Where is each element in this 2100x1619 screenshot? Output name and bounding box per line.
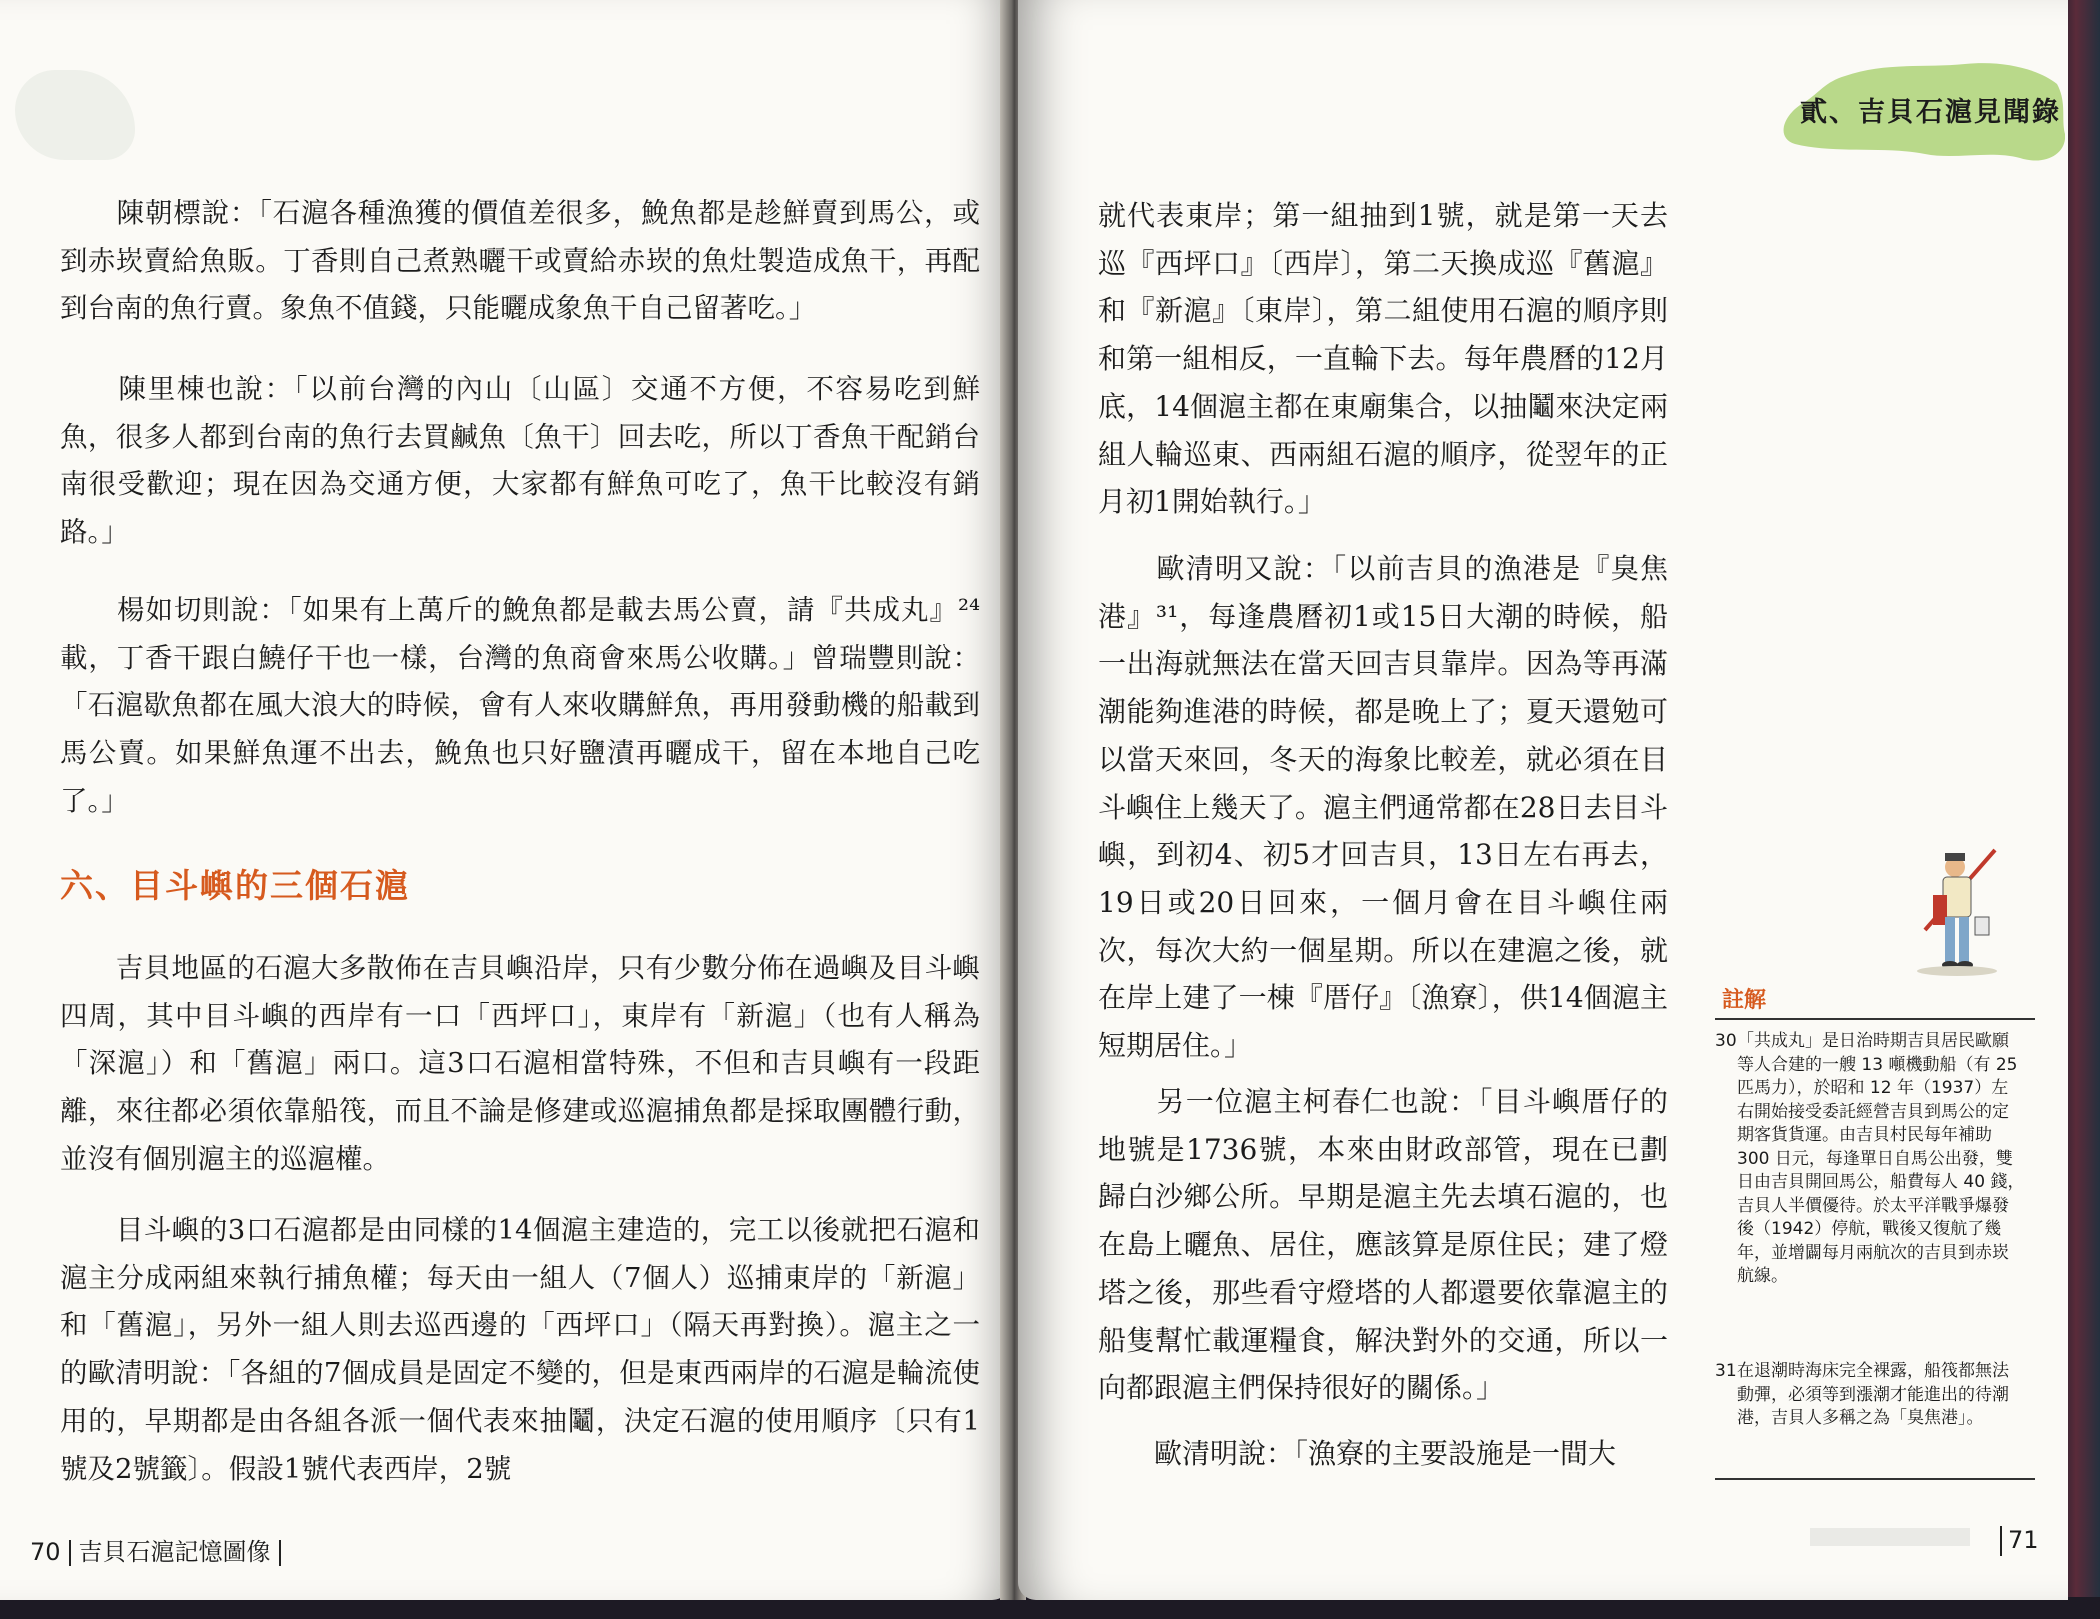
bleed-through-mark <box>15 70 135 160</box>
footer-divider <box>69 1540 71 1566</box>
notes-divider-bottom <box>1715 1478 2035 1480</box>
section-heading: 六、目斗嶼的三個石滬 <box>60 866 410 905</box>
right-paragraph-1: 就代表東岸；第一組抽到1號，就是第一天去巡『西坪口』〔西岸〕，第二天換成巡『舊滬』和『新滬』〔東岸〕，第二組使用石滬的順序則和第一組相反，一直輪下去。每年農曆的12月底，14個滬主都在東廟集合，以抽鬮來決定兩組人輪巡東、西兩組石滬的順序，從翌年的正月初1開始執行。」 <box>1098 199 1668 519</box>
footnote-number: 31 <box>1715 1361 1737 1381</box>
left-paragraph-5: 目斗嶼的3口石滬都是由同樣的14個滬主建造的，完工以後就把石滬和滬主分成兩組來執行捕魚權；每天由一組人（7個人）巡捕東岸的「新滬」和「舊滬」，另外一組人則去巡西邊的「西坪口」（隔天再對換）。滬主之一的歐清明說：「各組的7個成員是固定不變的，但是東西兩岸的石滬是輪流使用的，早期都是由各組各派一個代表來抽鬮，決定石滬的使用順序〔只有1號及2號籤〕。假設1號代表西岸，2號 <box>60 1214 980 1485</box>
footnote-30 <box>1715 1030 2025 1289</box>
footnote-31 <box>1715 1360 2025 1431</box>
book-bottom-edge <box>0 1597 2100 1619</box>
notes-divider-top <box>1715 1018 2035 1020</box>
footer-divider <box>2000 1526 2002 1556</box>
right-paragraph-3: 另一位滬主柯春仁也說：「目斗嶼厝仔的地號是1736號，本來由財政部管，現在已劃歸白沙鄉公所。早期是滬主先去填石滬的，也在島上曬魚、居住，應該算是原住民；建了燈塔之後，那些看守燈塔的人都還要依靠滬主的船隻幫忙載運糧食，解決對外的交通，所以一向都跟滬主們保持很好的關係。」 <box>1098 1085 1668 1405</box>
footer-divider <box>279 1540 281 1566</box>
left-footer <box>30 1532 289 1567</box>
left-paragraph-3: 楊如切則說：「如果有上萬斤的鮸魚都是載去馬公賣，請『共成丸』²⁴載，丁香干跟白鱙仔干也一樣，台灣的魚商會來馬公收購。」曾瑞豐則說：「石滬歇魚都在風大浪大的時候，會有人來收購鮮魚，再用發動機的船載到馬公賣。如果鮮魚運不出去，鮸魚也只好鹽漬再曬成干，留在本地自己吃了。」 <box>60 594 980 817</box>
right-footer <box>2000 1526 2039 1556</box>
chapter-title: 貳、吉貝石滬見聞錄 <box>1800 97 2061 128</box>
left-paragraph-4: 吉貝地區的石滬大多散佈在吉貝嶼沿岸，只有少數分佈在過嶼及目斗嶼四周，其中目斗嶼的西岸有一口「西坪口」，東岸有「新滬」（也有人稱為「深滬」）和「舊滬」兩口。這3口石滬相當特殊，不但和吉貝嶼有一段距離，來往都必須依靠船筏，而且不論是修建或巡滬捕魚都是採取團體行動，並沒有個別滬主的巡滬權。 <box>60 952 980 1175</box>
bleed-through-footer <box>1810 1528 1970 1546</box>
left-page-number: 70 <box>30 1538 61 1566</box>
left-paragraph-2: 陳里棟也說：「以前台灣的內山〔山區〕交通不方便，不容易吃到鮮魚，很多人都到台南的魚行去買鹹魚〔魚干〕回去吃，所以丁香魚干配銷台南很受歡迎；現在因為交通方便，大家都有鮮魚可吃了，魚干比較沒有銷路。」 <box>60 373 980 549</box>
footnote-text: 在退潮時海床完全裸露，船筏都無法動彈，必須等到漲潮才能進出的待潮港，吉貝人多稱之為「臭焦港」。 <box>1737 1361 2009 1428</box>
left-paragraph-1: 陳朝標說：「石滬各種漁獲的價值差很多，鮸魚都是趁鮮賣到馬公，或到赤崁賣給魚販。丁香則自己煮熟曬干或賣給赤崁的魚灶製造成魚干，再配到台南的魚行賣。象魚不值錢，只能曬成象魚干自己留著吃。」 <box>60 197 980 325</box>
chapter-header <box>1775 62 2065 167</box>
right-page-number: 71 <box>2008 1526 2039 1554</box>
footnote-number: 30 <box>1715 1031 1737 1051</box>
fisherman-illustration <box>1905 845 2015 990</box>
right-paragraph-4: 歐清明說：「漁寮的主要設施是一間大 <box>1098 1437 1617 1470</box>
notes-title: 註解 <box>1722 988 1767 1013</box>
right-paragraph-2: 歐清明又說：「以前吉貝的漁港是『臭焦港』³¹，每逢農曆初1或15日大潮的時候，船一出海就無法在當天回吉貝靠岸。因為等再滿潮能夠進港的時候，都是晚上了；夏天還勉可以當天來回，冬天的海象比較差，就必須在目斗嶼住上幾天了。滬主們通常都在28日去目斗嶼，到初4、初5才回吉貝，13日左右再去，19日或20日回來，一個月會在目斗嶼住兩次，每次大約一個星期。所以在建滬之後，就在岸上建了一棟『厝仔』〔漁寮〕，供14個滬主短期居住。」 <box>1098 552 1668 1063</box>
book-title: 吉貝石滬記憶圖像 <box>78 1538 271 1566</box>
footnote-text: 「共成丸」是日治時期吉貝居民歐願等人合建的一艘 13 噸機動船（有 25 匹馬力），於昭和 12 年（1937）左右開始接受委託經營吉貝到馬公的定期客貨貨運。由吉貝村民每年補助 300 日元，每逢單日自馬公出發，雙日由吉貝開回馬公，船費每人 40 錢，吉貝人半價優待。於太平洋戰爭爆發後（1942）停航，戰後又復航了幾年，並增闢每月兩航次的吉貝到赤崁航線。 <box>1737 1031 2025 1286</box>
